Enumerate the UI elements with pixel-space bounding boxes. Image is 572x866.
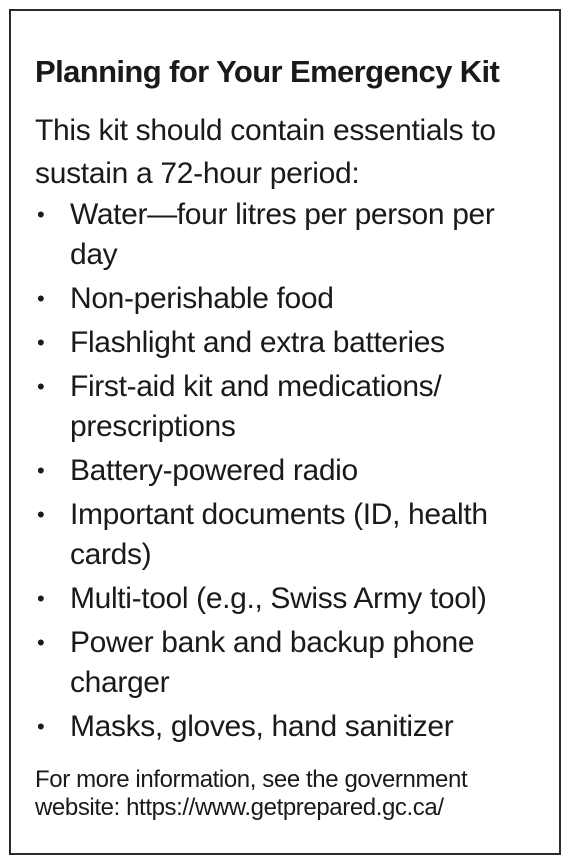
bullet-icon: • — [37, 286, 45, 311]
list-item-text: Flashlight and extra batteries — [70, 326, 445, 359]
bullet-icon: • — [37, 374, 45, 399]
bullet-icon: • — [37, 714, 45, 739]
bullet-icon: • — [37, 330, 45, 355]
bullet-icon: • — [37, 202, 45, 227]
list-item-text: Non-perishable food — [70, 282, 334, 315]
list-item — [35, 323, 547, 363]
list-item — [35, 579, 547, 619]
list-item-text: First-aid kit and medications/ prescriptions — [70, 370, 442, 443]
bullet-icon: • — [37, 458, 45, 483]
emergency-kit-card — [9, 9, 561, 855]
bullet-icon: • — [37, 630, 45, 655]
bullet-icon: • — [37, 502, 45, 527]
bullet-icon: • — [37, 586, 45, 611]
list-item-text: Masks, gloves, hand sanitizer — [70, 710, 454, 743]
intro-text: This kit should contain essentials to sustain a 72-hour period: — [35, 114, 496, 190]
list-item — [35, 623, 547, 703]
list-item — [35, 451, 547, 491]
card-title: Planning for Your Emergency Kit — [35, 54, 500, 89]
list-item — [35, 495, 547, 575]
list-item — [35, 707, 547, 747]
list-item — [35, 195, 547, 275]
footer-note: For more information, see the government website: https://www.getprepared.gc.ca/ — [35, 766, 468, 821]
list-item-text: Multi-tool (e.g., Swiss Army tool) — [70, 582, 487, 615]
list-item-text: Water—four litres per person per day — [70, 198, 495, 271]
list-item-text: Battery-powered radio — [70, 454, 358, 487]
list-item — [35, 279, 547, 319]
list-item-text: Important documents (ID, health cards) — [70, 498, 488, 571]
list-item — [35, 367, 547, 447]
kit-items-list — [35, 195, 547, 751]
list-item-text: Power bank and backup phone charger — [70, 626, 475, 699]
